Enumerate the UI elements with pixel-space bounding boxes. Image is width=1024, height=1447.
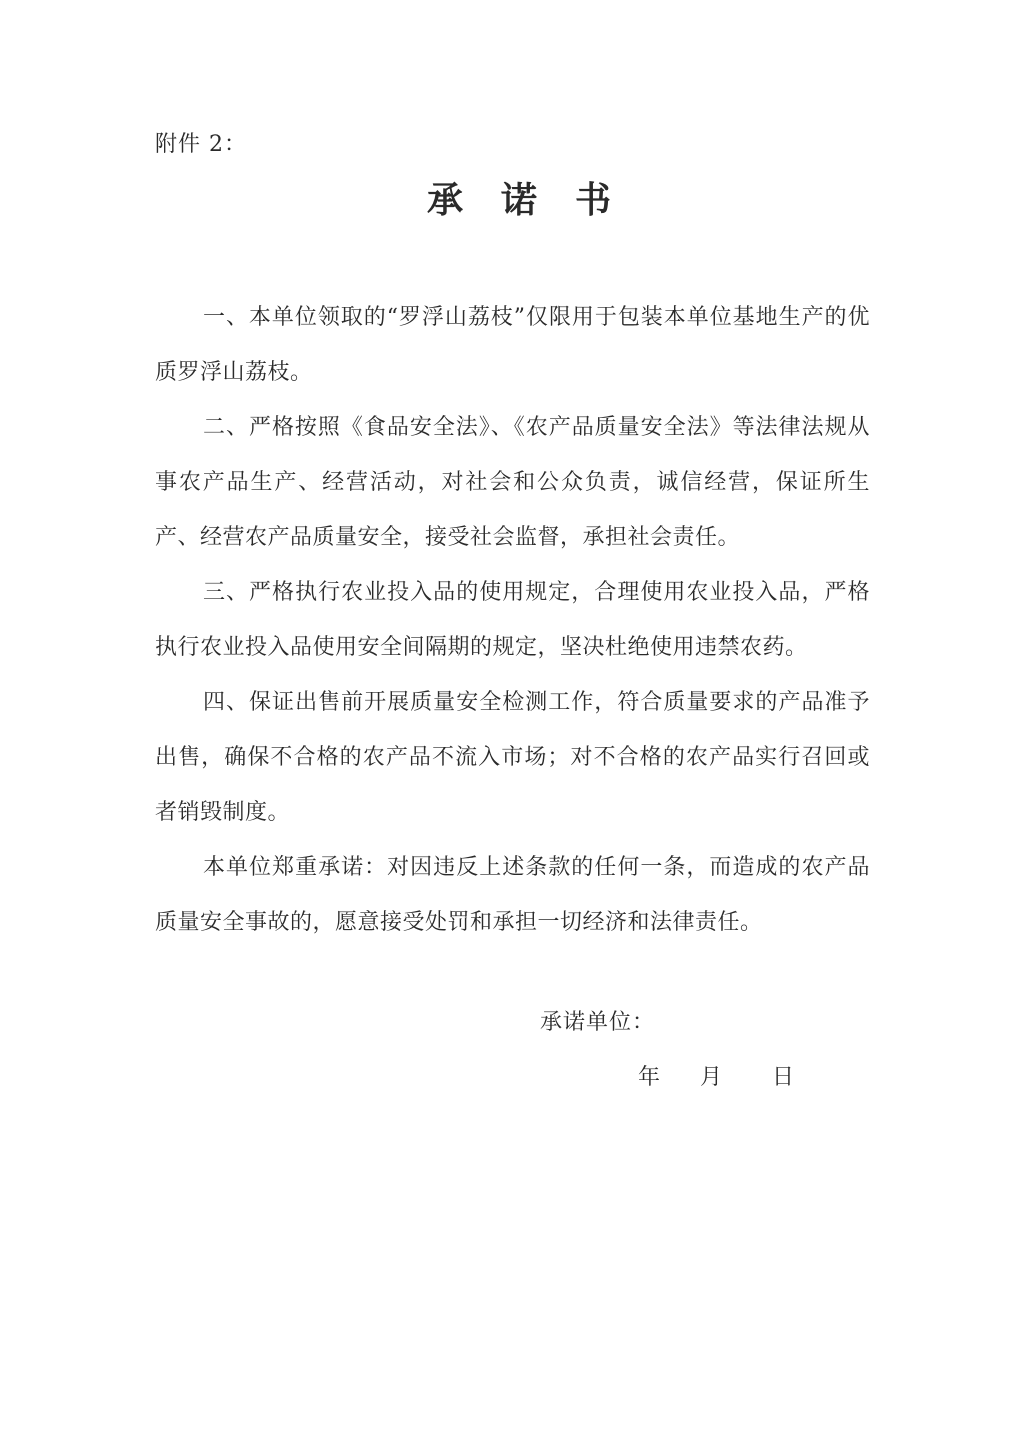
date-month: 月 [700, 1065, 723, 1090]
commitment-statement: 本单位郑重承诺：对因违反上述条款的任何一条，而造成的农产品质量安全事故的，愿意接受处罚和承担一切经济和法律责任。 [155, 855, 870, 935]
attachment-label: 附件 2： [155, 132, 247, 157]
document-title: 承诺书 [426, 179, 649, 221]
paragraph-3: 三、严格执行农业投入品的使用规定，合理使用农业投入品，严格执行农业投入品使用安全间隔期的规定，坚决杜绝使用违禁农药。 [155, 580, 870, 660]
date-year: 年 [638, 1065, 661, 1090]
date-day: 日 [772, 1065, 795, 1090]
paragraph-1: 一、本单位领取的“罗浮山荔枝”仅限用于包装本单位基地生产的优质罗浮山荔枝。 [155, 305, 870, 385]
date-line [638, 1060, 794, 1091]
paragraph-2: 二、严格按照《食品安全法》、《农产品质量安全法》等法律法规从事农产品生产、经营活动，对社会和公众负责，诚信经营，保证所生产、经营农产品质量安全，接受社会监督，承担社会责任。 [155, 415, 870, 550]
signing-unit-label: 承诺单位： [540, 1010, 656, 1035]
paragraph-4: 四、保证出售前开展质量安全检测工作，符合质量要求的产品准予出售，确保不合格的农产品不流入市场；对不合格的农产品实行召回或者销毁制度。 [155, 690, 870, 825]
document-body [155, 290, 870, 950]
